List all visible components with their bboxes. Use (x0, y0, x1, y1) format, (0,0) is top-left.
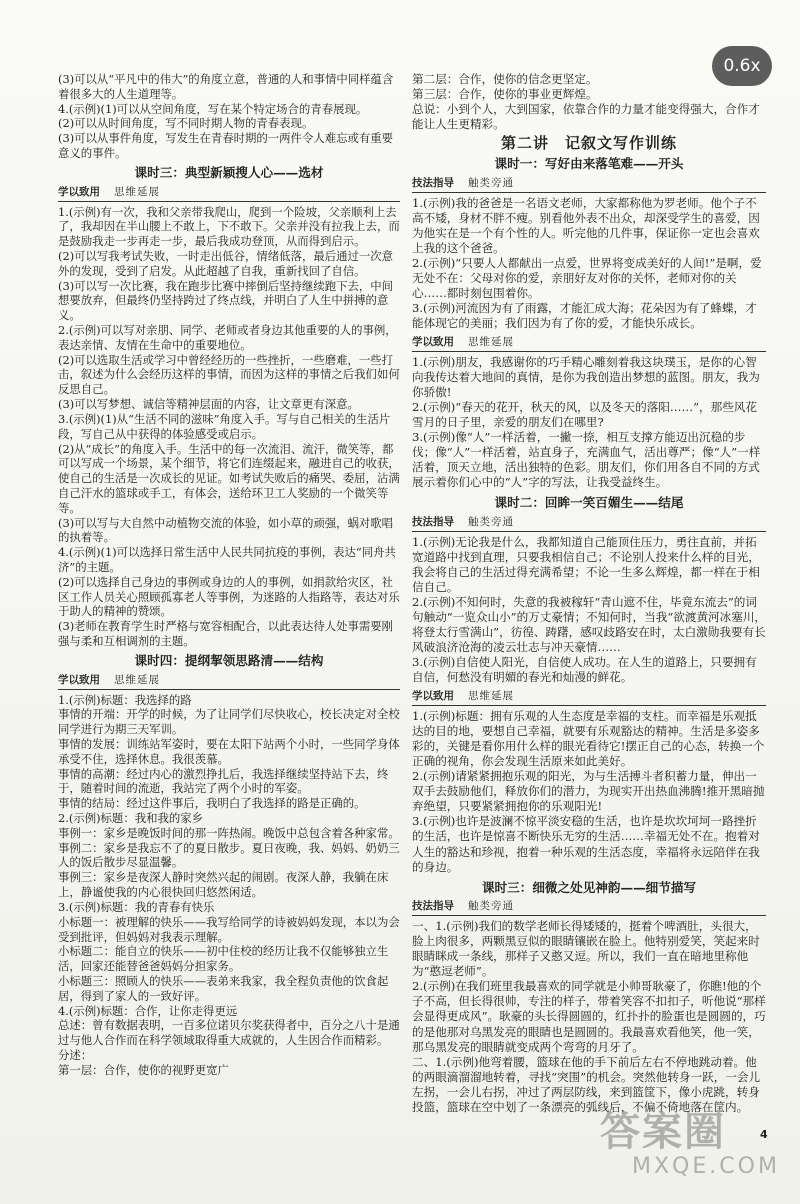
section-tag-sublabel: 思维延展 (114, 673, 160, 686)
zoom-level-text: 0.6x (723, 56, 761, 76)
section-tag-sublabel: 触类旁通 (468, 515, 514, 528)
section-tag-label: 学以致用 (58, 185, 100, 198)
answer-paragraph: 3.(示例)自信使人阳光，自信使人成功。在人生的道路上，只要拥有自信，何愁没有明媚的春光和灿漫的鲜花。 (412, 655, 757, 685)
answer-paragraph: 二、1.(示例)他弯着腰，篮球在他的手下前后左右不停地跳动着。他的两眼滴溜溜地转着，寻找“突围”的机会。突然他转身一跃，一会儿左拐，一会儿右拐，冲过了两层防线，来到篮筐下，像小虎跳，转身投篮，篮球在空中划了一条漂亮的弧线后，不偏不倚地落在筐内。 (412, 1054, 761, 1114)
answer-paragraph: 1.(示例)有一次，我和父亲带我爬山，爬到一个险坡，父亲顺利上去了，我却因在半山腰上不敢上，下不敢下。父亲并没有拉我上去，而是鼓励我走一步再走一步，最后我成功登顶，从而得到启示。 (58, 204, 400, 249)
section-tag-bar (58, 673, 400, 690)
answer-paragraph: 2.(示例)可以写对亲朋、同学、老师或者身边其他重要的人的事例，表达亲情、友情在生命中的重要地位。 (58, 323, 397, 352)
left-column (58, 72, 400, 1078)
section-tag-sublabel: 触类旁通 (468, 899, 514, 912)
section-tag-label: 技法指导 (412, 899, 454, 912)
answer-paragraph: 4.(示例)标题：合作，让你走得更远 (58, 1003, 238, 1018)
answer-paragraph: (3)可以从“平凡中的伟大”的角度立意，普通的人和事情中同样蕴含着很多大的人生道理等。 (58, 72, 394, 101)
answer-paragraph: 1.(示例)标题：拥有乐观的人生态度是幸福的支柱。而幸福是乐观抵达的目的地，要想自己幸福，就要有乐观豁达的精神。生活是多姿多彩的，关键是看你用什么样的眼光看待它!摆正自己的心态，转换一个正确的视角，你会发现生活原来如此美好。 (412, 708, 765, 768)
answer-paragraph: 小标题三：照顾人的快乐——表弟来我家，我全程负责他的饮食起居，得到了家人的一致好评。 (58, 973, 389, 1003)
answer-paragraph: 3.(示例)也许是波澜不惊平淡安稳的生活，也许是坎坎坷坷一路挫折的生活，也许是惊喜不断快乐无穷的生活……幸福无处不在。抱着对人生的豁达和珍视，抱着一种乐观的生活态度，幸福将永远陪伴在我的身边。 (412, 814, 760, 874)
answer-paragraph: 1.(示例)我的爸爸是一名语文老师，大家都称他为罗老师。他个子不高不矮，身材不胖不瘦。别看他外表不出众，却深受学生的喜爱，因为他实在是一个有个性的人。听完他的几件事，保证你一定也会喜欢上我的这个爸爸。 (412, 195, 760, 255)
answer-paragraph: 第三层：合作，使你的事业更辉煌。 (412, 87, 598, 102)
answer-paragraph: 第一层：合作，使你的视野更宽广 (58, 1062, 229, 1077)
section-tag-bar (412, 515, 766, 532)
section-tag-label: 技法指导 (412, 176, 454, 189)
section-tag-label: 学以致用 (412, 689, 454, 702)
answer-paragraph: 2.(示例)“春天的花开，秋天的风，以及冬天的落阳……”，那些风花雪月的日子里，亲爱的朋友们在哪里? (412, 399, 757, 429)
answer-paragraph: (3)老师在教育学生时严格与宽容相配合，以此表达待人处事需要刚强与柔和互相调剂的主题。 (58, 619, 394, 649)
answer-paragraph: 第二层：合作，使你的信念更坚定。 (412, 72, 598, 86)
lesson-title: 课时二：回眸一笑百媚生——结尾 (494, 495, 684, 511)
section-tag-label: 学以致用 (412, 335, 454, 348)
answer-paragraph: (2)可以选取生活或学习中曾经经历的一些挫折，一些磨难，一些打击，叙述为什么会经历这样的事情，而因为这样的事情之后我们如何反思自己。 (58, 352, 400, 397)
answer-paragraph: 小标题一：被理解的快乐——我写给同学的诗被妈妈发现，本以为会受到批评，但妈妈对我表示理解。 (58, 914, 400, 944)
answer-paragraph: 一、1.(示例)我们的数学老师长得矮矮的，挺着个啤酒肚，头很大，脸上肉很多，两颗黑豆似的眼睛镶嵌在脸上。他特别爱笑，笑起来时眼睛眯成一条线，那样子又憨又逗。所以，我们一直在暗地里称他为“憨逗老师”。 (412, 918, 760, 979)
answer-paragraph: 分述： (58, 1048, 93, 1062)
answer-paragraph: 2.(示例)请紧紧拥抱乐观的阳光，为与生活搏斗者积蓄力量，伸出一双手去鼓励他们，释放你们的潜力，为现实开出热血沸腾!推开黑暗抛弃绝望，只要紧紧拥抱你的乐观阳光! (412, 769, 765, 814)
answer-paragraph: (3)可以写梦想、诚信等精神层面的内容，让文章更有深意。 (58, 397, 359, 412)
answer-paragraph: 2.(示例)标题：我和我的家乡 (58, 811, 204, 825)
answer-paragraph: 事例二：家乡是我忘不了的夏日散步。夏日夜晚，我、妈妈、奶奶三人的饭后散步尽显温馨。 (58, 840, 400, 870)
page-number: 4 (760, 1128, 768, 1141)
answer-paragraph: (2)可以选择自己身边的事例或身边的人的事例，如捐款给灾区，社区工作人员关心照顾孤寡老人等事例，为迷路的人指路等，表达对乐于助人的精神的赞颂。 (58, 574, 400, 619)
lecture-title: 第二讲 记叙文写作训练 (500, 134, 677, 153)
section-tag-label: 技法指导 (412, 515, 454, 528)
answer-paragraph: 事例一：家乡是晚饭时间的那一阵热闹。晚饭中总包含着各种家常。 (58, 825, 400, 840)
section-tag-bar (412, 335, 766, 352)
section-tag-sublabel: 思维延展 (468, 335, 514, 348)
section-tag-sublabel: 思维延展 (468, 689, 514, 702)
answer-paragraph: 1.(示例)标题：我选择的路 (58, 692, 192, 707)
answer-paragraph: 2.(示例)不知何时，失意的我被稼轩“青山遮不住，毕竟东流去”的词句触动“一览众山小”的万丈豪情；不知何时，当我“欲渡黄河冰塞川，将登太行雪满山”，彷徨、踌躇，感叹歧路安在时，太白激勋我要有长风破浪济沧海的凌云壮志与冲天豪情…… (412, 595, 767, 655)
answer-paragraph: 总述：曾有数据表明，一百多位诺贝尔奖获得者中，百分之八十是通过与他人合作而在科学领域取得重大成就的，人生因合作而精彩。 (58, 1018, 400, 1048)
answer-paragraph: (2)可以写我考试失败，一时走出低谷，情绪低落，最后通过一次意外的发现，受到了启发。从此超越了自我，重新找回了自信。 (58, 248, 394, 278)
watermark (600, 1110, 780, 1180)
answer-paragraph: 事例三：家乡是夜深人静时突然兴起的闹剧。夜深人静，我躺在床上，静谧使我的内心很快回归悠然闲适。 (58, 870, 389, 900)
section-tag-bar (412, 689, 766, 706)
zoom-level-badge[interactable] (712, 46, 772, 86)
answer-paragraph: 事情的开端：开学的时候，为了让同学们尽快收心，校长决定对全校同学进行为期三天军训。 (58, 707, 400, 737)
answer-paragraph: 小标题二：能自立的快乐——初中住校的经历让我不仅能够独立生活，回家还能替爸爸妈妈分担家务。 (58, 944, 389, 974)
answer-paragraph: 3.(示例)标题：我的青春有快乐 (58, 899, 215, 914)
section-tag-label: 学以致用 (58, 673, 100, 686)
answer-paragraph: 4.(示例)(1)可以选择日常生活中人民共同抗疫的事例，表达“同舟共济”的主题。 (58, 545, 396, 574)
lesson-title: 课时三：细微之处见神韵——细节描写 (481, 879, 697, 895)
answer-paragraph: (2)从“成长”的角度入手。生活中的每一次流泪、流汗，微笑等，都可以写成一个场景，某个细节，将它们连缀起来，融进自己的收获，使自己的生活是一次成长的见证。如考试失败后的痛哭、委屈，沾满自己汗水的篮球或手工，有体会，送给环卫工人奖励的一个微笑等等。 (58, 441, 400, 515)
answer-paragraph: 3.(示例)(1)从“生活不同的滋味”角度入手。写与自己相关的生活片段，写自己从中获得的体验感受或启示。 (58, 411, 391, 441)
answer-paragraph: (3)可以从事件角度，写发生在青春时期的一两件令人难忘或有重要意义的事件。 (58, 131, 394, 161)
answer-paragraph: (3)可以写与大自然中动植物交流的体验，如小草的顽强，蜗对歌唱的执着等。 (58, 515, 394, 545)
answer-paragraph: (3)可以写一次比赛，我在跑步比赛中摔倒后坚持继续跑下去，中间想要放弃，但最终仍坚持跨过了终点线，并明白了人生中拼搏的意义。 (58, 278, 394, 323)
watermark-url: MXQE.COM (632, 1154, 780, 1179)
lesson-title: 课时三：典型新颖搜人心——选材 (134, 164, 324, 180)
lesson-title: 课时四：提纲挈领思路清——结构 (134, 652, 324, 668)
section-tag-bar (58, 185, 400, 202)
watermark-logo-text: 答案圈 (600, 1109, 726, 1155)
answer-paragraph: 总说：小到个人，大到国家，依靠合作的力量才能变得强大，合作才能让人生更精彩。 (412, 102, 760, 132)
answer-paragraph: 1.(示例)朋友，我感谢你的巧手精心雕刻着我这块璞玉，是你的心智向我传达着大地间的真情，是你为我创造出梦想的蓝图。朋友，我为你骄傲! (412, 354, 760, 399)
answer-paragraph: 2.(示例)“只要人人都献出一点爱，世界将变成美好的人间!”是啊，爱无处不在：父母对你的爱，亲朋好友对你的关怀，老师对你的关心……都时刻包围着你。 (412, 256, 762, 301)
answer-paragraph: 1.(示例)无论我是什么，我都知道自己能顶住压力，勇往直前，并拓宽道路中找到直理，只要我相信自己；不论别人投来什么样的目光，我会将自己的生活过得充满希望；不论一生多么辉煌，都一样在于相信自己。 (412, 534, 760, 594)
section-tag-sublabel: 思维延展 (114, 185, 160, 198)
answer-paragraph: 2.(示例)在我们班里我最喜欢的同学就是小帅哥耿豪了，你瞧!他的个子不高，但长得很帅，专注的样子，带着笑容不扣扣子，听他说“那样会显得更成风”。耿豪的头长得圆圆的，红扑扑的脸蛋也是圆圆的，巧的是他那对乌黑发亮的眼睛也是圆圆的。我最喜欢看他笑，他一笑，那乌黑发亮的眼睛就变成两个弯弯的月牙了。 (412, 979, 766, 1054)
answer-paragraph: 3.(示例)像“人”一样活着，一撇一捺，相互支撑方能迈出沉稳的步伐；像“人”一样活着，站直身子，充满血气，活出尊严；像“人”一样活着，顶天立地，活出独特的色彩。朋友们，你们用各自不同的方式展示着你们心中的“人”字的写法，让我受益终生。 (412, 430, 761, 490)
answer-paragraph: 事情的高潮：经过内心的激烈挣扎后，我选择继续坚持站下去，终于，随着时间的流逝，我站完了两个小时的军姿。 (58, 766, 389, 796)
answer-paragraph: 事情的结局：经过这件事后，我明白了我选择的路是正确的。 (58, 796, 366, 811)
answer-paragraph: 4.(示例)(1)可以从空间角度，写在某个特定场合的青春展现。 (58, 101, 368, 116)
answer-paragraph: (2)可以从时间角度，写不同时期人物的青春表现。 (58, 116, 314, 131)
answer-paragraph: 事情的发展：训练站军姿时，要在太阳下站两个小时，一些同学身体承受不住，选择休息。我很羡慕。 (58, 736, 400, 766)
lesson-title: 课时一：写好由来落笔难——开头 (494, 156, 684, 172)
section-tag-bar (412, 899, 766, 916)
answer-paragraph: 3.(示例)河流因为有了雨露，才能汇成大海；花朵因为有了蜂蝶，才能体现它的美丽；我们因为有了你的爱，才能快乐成长。 (412, 301, 757, 331)
section-tag-bar (412, 176, 766, 193)
right-column (412, 72, 766, 1115)
section-tag-sublabel: 触类旁通 (468, 176, 514, 189)
